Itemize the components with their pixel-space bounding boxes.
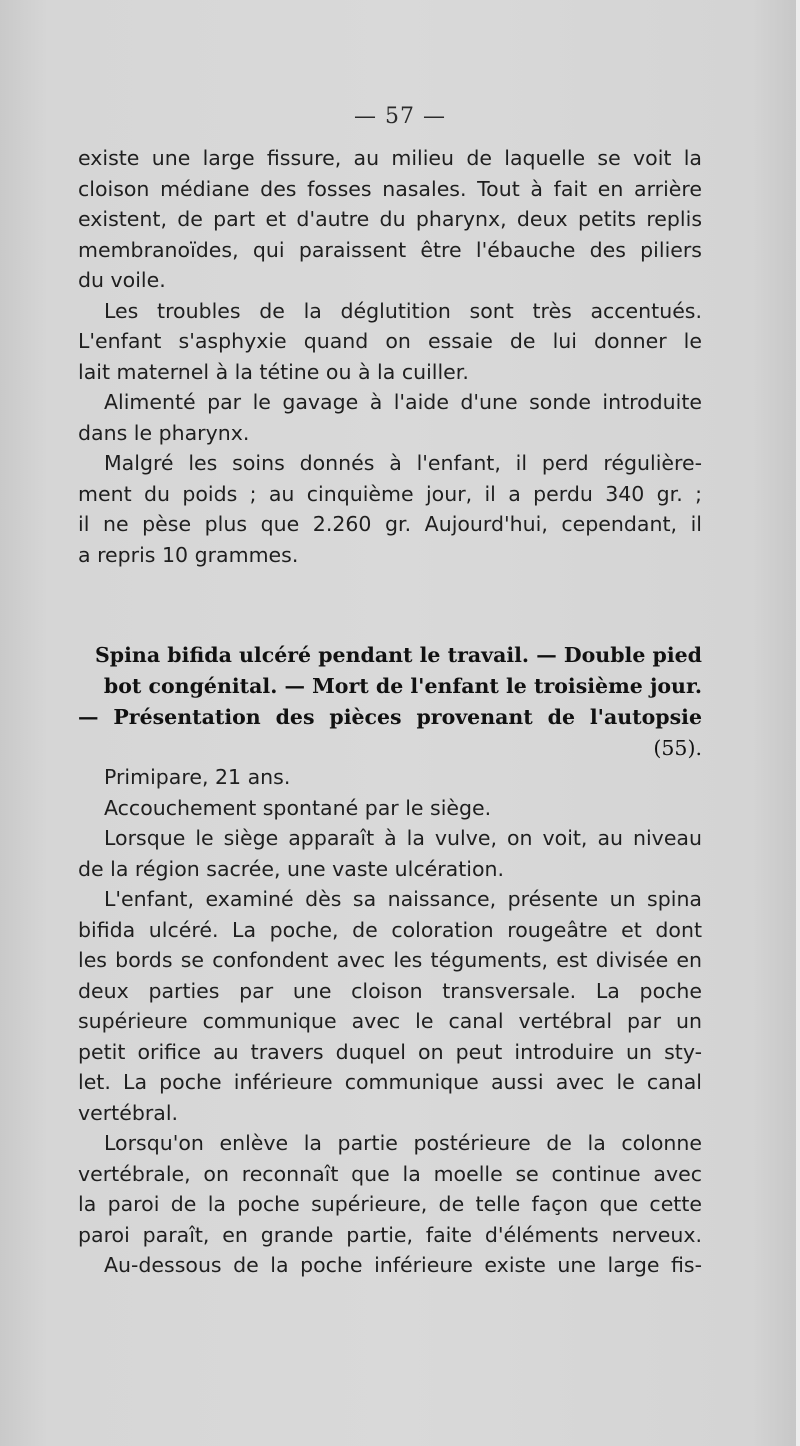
text-line: L'enfant s'asphyxie quand on essaie de lui donner le bbox=[78, 329, 702, 353]
text-line: paroi paraît, en grande partie, faite d'éléments nerveux. bbox=[78, 1222, 702, 1247]
page-edge bbox=[796, 0, 800, 1446]
text-line: Accouchement spontané par le siège. bbox=[104, 795, 492, 820]
text-line: de la région sacrée, une vaste ulcération. bbox=[78, 856, 505, 881]
text-line: supérieure communique avec le canal vertébral par un bbox=[78, 1009, 702, 1033]
text-line: let. La poche inférieure communique aussi avec le canal bbox=[78, 1070, 702, 1094]
text-line: Au-dessous de la poche inférieure existe une large fis- bbox=[104, 1253, 702, 1277]
text-line: Alimenté par le gavage à l'aide d'une sonde introduite bbox=[104, 390, 702, 414]
text-block-upper bbox=[78, 143, 702, 570]
text-line: les bords se confondent avec les téguments, est divisée en bbox=[78, 948, 702, 972]
text-line: du voile. bbox=[78, 268, 166, 292]
text-line: petit orifice au travers duquel on peut introduire un sty- bbox=[78, 1039, 702, 1064]
heading-reference: (55). bbox=[653, 736, 702, 760]
text-line: L'enfant, examiné dès sa naissance, présente un spina bbox=[104, 887, 702, 911]
text-line: lait maternel à la tétine ou à la cuiller. bbox=[78, 359, 469, 384]
text-block-lower bbox=[78, 762, 702, 1281]
text-line: existent, de part et d'autre du pharynx, deux petits replis bbox=[78, 207, 702, 231]
heading-line: — Présentation des pièces provenant de l'autopsie bbox=[78, 705, 702, 729]
heading-line: bot congénital. — Mort de l'enfant le troisième jour. bbox=[103, 674, 702, 698]
text-line: existe une large fissure, au milieu de laquelle se voit la bbox=[78, 146, 702, 170]
heading-line-3 bbox=[78, 702, 702, 764]
text-line: cloison médiane des fosses nasales. Tout à fait en arrière bbox=[78, 176, 702, 201]
text-line: a repris 10 grammes. bbox=[78, 542, 299, 567]
text-line: Primipare, 21 ans. bbox=[104, 765, 291, 789]
text-line: vertébral. bbox=[78, 1100, 179, 1125]
text-line: membranoïdes, qui paraissent être l'ébauche des piliers bbox=[78, 237, 702, 262]
text-line: dans le pharynx. bbox=[78, 420, 250, 445]
text-line: vertébrale, on reconnaît que la moelle se continue avec bbox=[78, 1161, 702, 1186]
text-line: bifida ulcéré. La poche, de coloration rougeâtre et dont bbox=[78, 917, 702, 942]
text-line: ment du poids ; au cinquième jour, il a perdu 340 gr. ; bbox=[78, 481, 702, 506]
text-line: la paroi de la poche supérieure, de telle façon que cette bbox=[78, 1192, 702, 1216]
text-line: Lorsque le siège apparaît à la vulve, on voit, au niveau bbox=[104, 826, 702, 850]
heading-line: Spina bifida ulcéré pendant le travail. — Double pied bbox=[95, 643, 702, 667]
text-line: deux parties par une cloison transversale. La poche bbox=[78, 978, 702, 1003]
section-heading bbox=[78, 640, 702, 764]
text-line: Lorsqu'on enlève la partie postérieure de la colonne bbox=[104, 1131, 702, 1155]
text-line: il ne pèse plus que 2.260 gr. Aujourd'hui, cependant, il bbox=[78, 512, 702, 536]
page-number: — 57 — bbox=[354, 104, 446, 129]
text-line: Les troubles de la déglutition sont très accentués. bbox=[104, 298, 702, 323]
text-line: Malgré les soins donnés à l'enfant, il perd régulière- bbox=[104, 451, 702, 475]
